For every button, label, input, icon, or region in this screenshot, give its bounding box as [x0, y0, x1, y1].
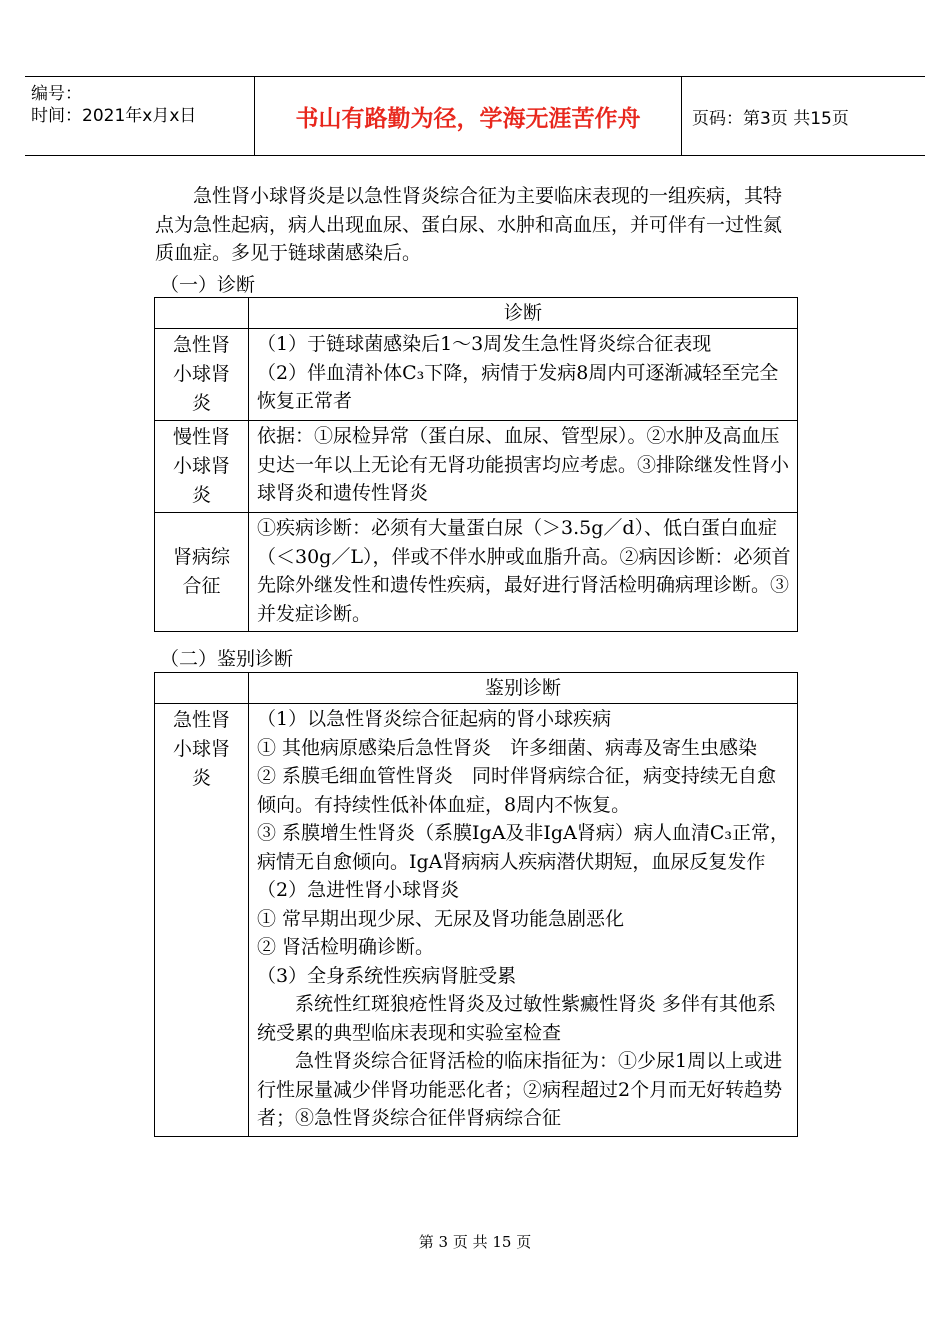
row-line: （1）于链球菌感染后1～3周发生急性肾炎综合征表现	[257, 333, 712, 355]
page-header	[25, 76, 925, 156]
differential-table	[154, 672, 798, 1137]
table-header-row	[155, 298, 798, 329]
row-name: 肾病综合征	[155, 513, 249, 632]
number-label: 编号：	[31, 84, 82, 104]
table-header-differential: 鉴别诊断	[249, 673, 798, 704]
row-line: （2）急进性肾小球肾炎	[257, 879, 460, 901]
intro-paragraph: 急性肾小球肾炎是以急性肾炎综合征为主要临床表现的一组疾病，其特点为急性起病，病人出现血尿、蛋白尿、水肿和高血压，并可伴有一过性氮质血症。多见于链球菌感染后。	[155, 185, 783, 264]
row-content	[249, 329, 798, 421]
table-row	[155, 329, 798, 421]
table-row	[155, 704, 798, 1137]
table-header-empty	[155, 298, 249, 329]
row-name: 急性肾小球肾炎	[155, 329, 249, 421]
motto: 书山有路勤为径，学海无涯苦作舟	[255, 77, 682, 155]
row-line: ① 其他病原感染后急性肾炎 许多细菌、病毒及寄生虫感染	[257, 736, 758, 759]
section2-title: （二）鉴别诊断	[160, 648, 294, 670]
table-row	[155, 513, 798, 632]
row-line: ①疾病诊断：必须有大量蛋白尿（＞3.5g／d）、低白蛋白血症（＜30g／L），伴或不伴水肿或血脂升高。②病因诊断：必须首先除外继发性和遗传性疾病，最好进行肾活检明确病理诊断。③并发症诊断。	[257, 517, 791, 625]
row-name: 慢性肾小球肾炎	[155, 421, 249, 513]
time-label: 时间：2021年x月x日	[31, 106, 197, 126]
table-row	[155, 421, 798, 513]
row-line: ② 肾活检明确诊断。	[257, 936, 435, 958]
row-line-indented: 系统性红斑狼疮性肾炎及过敏性紫癜性肾炎 多伴有其他系统受累的典型临床表现和实验室检查	[257, 993, 777, 1044]
row-line: 依据：①尿检异常（蛋白尿、血尿、管型尿）。②水肿及高血压史达一年以上无论有无肾功能损害均应考虑。③排除继发性肾小球肾炎和遗传性肾炎	[257, 425, 790, 504]
row-line: （3）全身系统性疾病肾脏受累	[257, 964, 517, 987]
row-line: （2）伴血清补体C₃下降，病情于发病8周内可逐渐减轻至完全恢复正常者	[257, 361, 779, 412]
page-footer: 第 3 页 共 15 页	[418, 1233, 532, 1251]
page-label: 页码：第3页 共15页	[692, 108, 849, 129]
row-line: ① 常早期出现少尿、无尿及肾功能急剧恶化	[257, 907, 625, 930]
row-line: ③ 系膜增生性肾炎（系膜IgA及非IgA肾病）病人血清C₃正常，病情无自愈倾向。IgA肾病病人疾病潜伏期短，血尿反复发作	[257, 822, 789, 873]
row-line: ② 系膜毛细血管性肾炎 同时伴肾病综合征，病变持续无自愈倾向。有持续性低补体血症，8周内不恢复。	[257, 765, 777, 816]
table-header-diagnosis: 诊断	[249, 298, 798, 329]
section1-title: （一）诊断	[160, 274, 256, 296]
table-header-empty	[155, 673, 249, 704]
table-header-row	[155, 673, 798, 704]
row-line: （1）以急性肾炎综合征起病的肾小球疾病	[257, 708, 612, 730]
row-line-indented: 急性肾炎综合征肾活检的临床指征为：①少尿1周以上或进行性尿量减少伴肾功能恶化者；②病程超过2个月而无好转趋势者；⑧急性肾炎综合征伴肾病综合征	[257, 1050, 783, 1129]
row-content	[249, 704, 798, 1137]
row-name: 急性肾小球肾炎	[155, 704, 249, 1137]
diagnosis-table	[154, 297, 798, 632]
header-meta	[25, 77, 255, 155]
row-content	[249, 421, 798, 513]
row-content	[249, 513, 798, 632]
